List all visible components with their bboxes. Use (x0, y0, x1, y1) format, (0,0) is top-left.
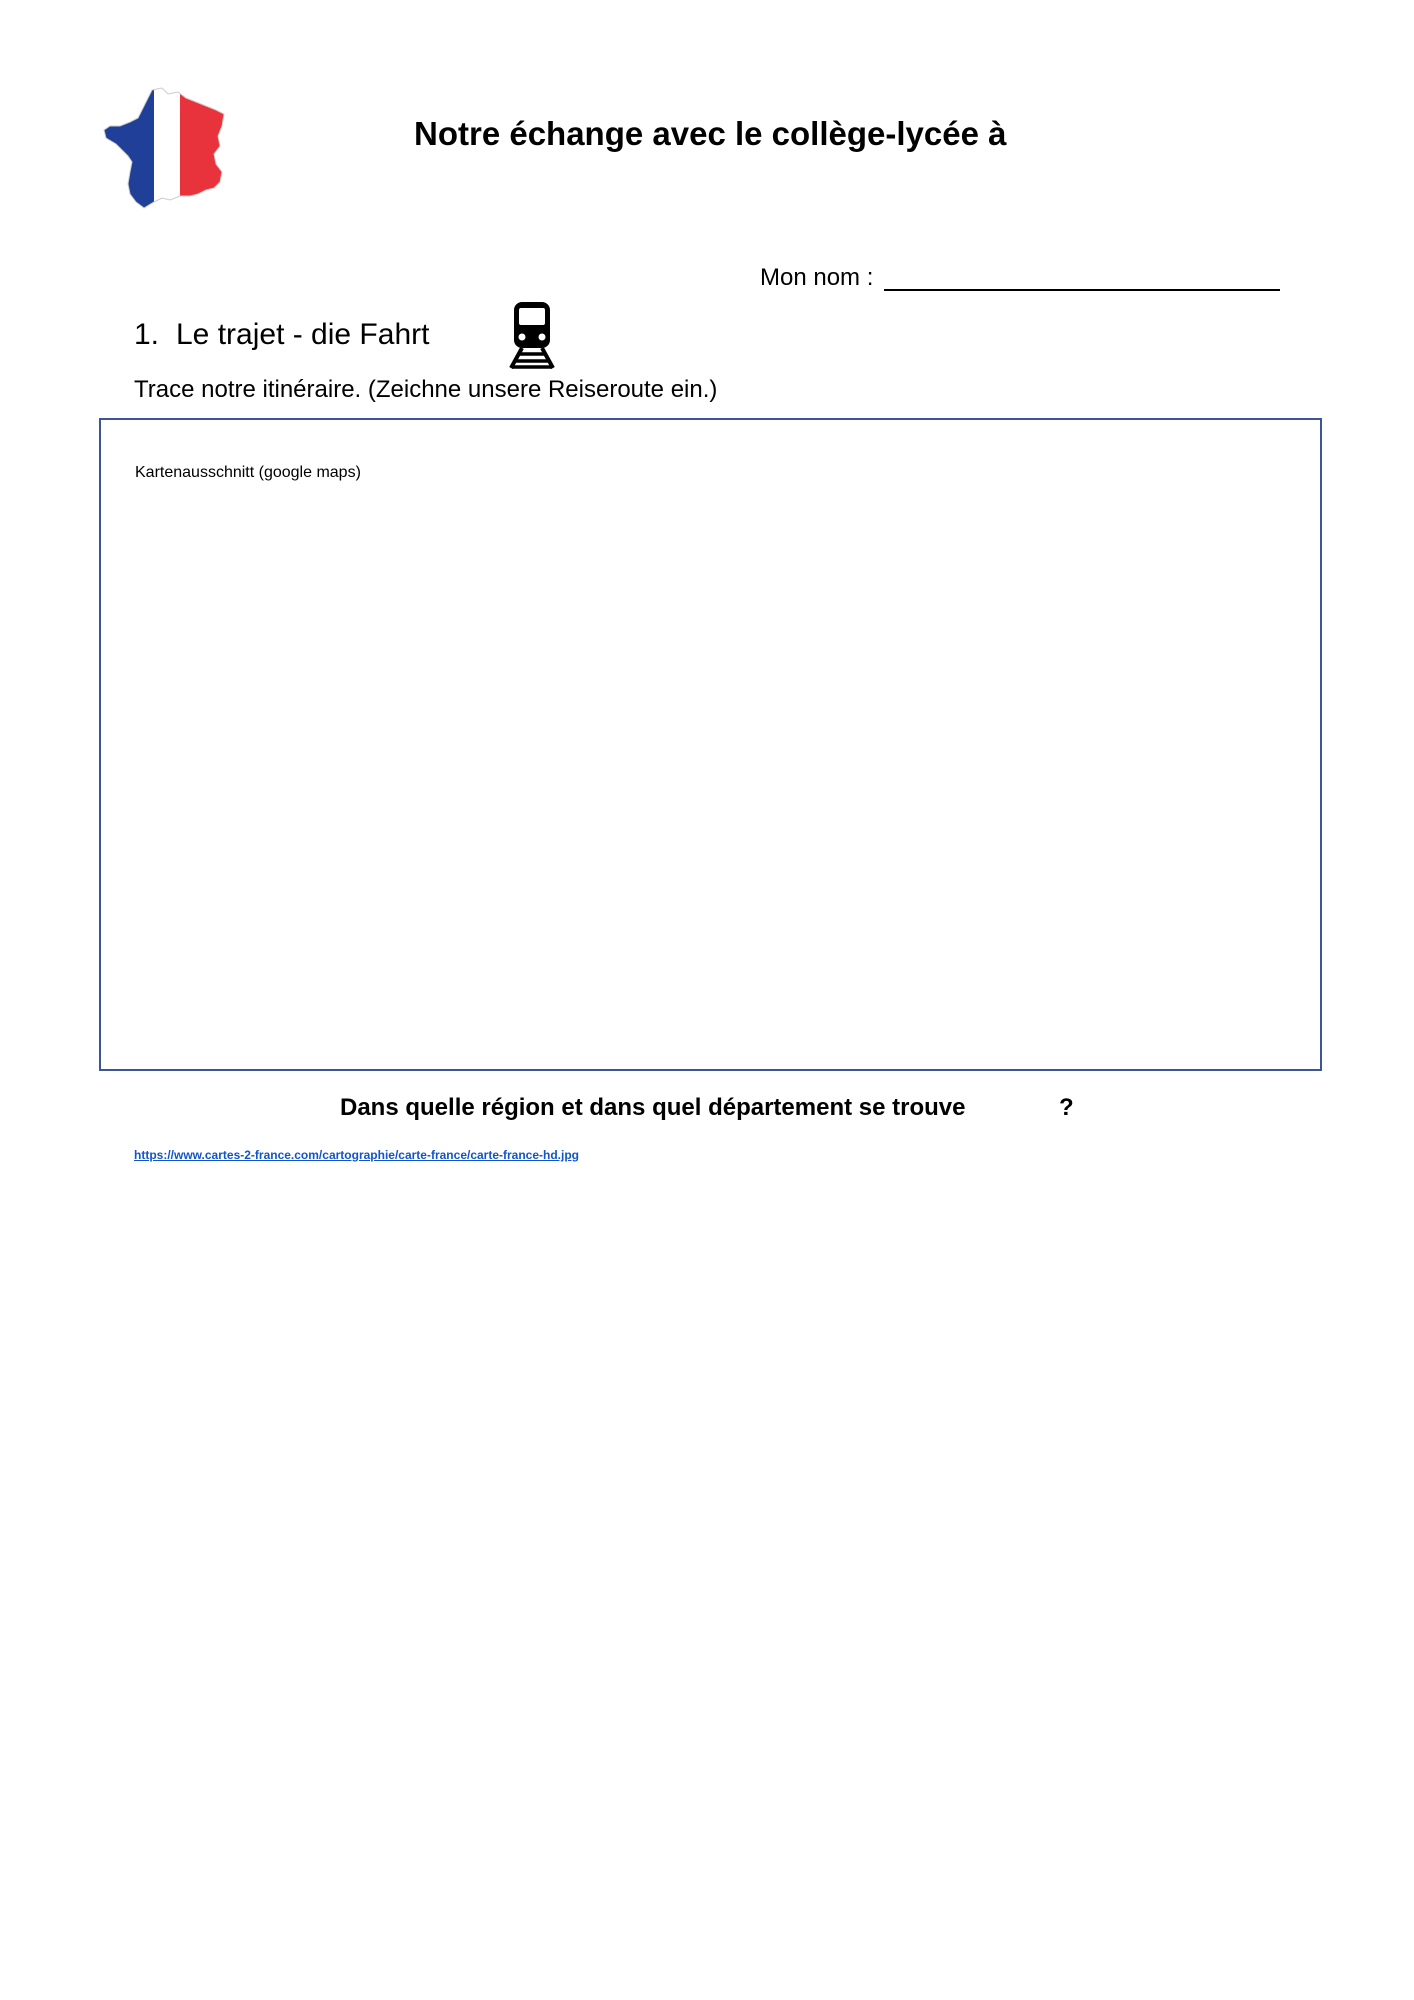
name-input-line[interactable] (884, 289, 1280, 291)
question-text: Dans quelle région et dans quel département se trouve (340, 1094, 966, 1121)
train-icon (508, 300, 556, 370)
france-map-flag-icon (100, 84, 232, 214)
question-mark: ? (1059, 1094, 1074, 1121)
instruction-text: Trace notre itinéraire. (Zeichne unsere Reiseroute ein.) (134, 376, 718, 403)
source-link[interactable]: https://www.cartes-2-france.com/cartographie/carte-france/carte-france-hd.jpg (134, 1148, 580, 1162)
section-title: Le trajet - die Fahrt (176, 318, 430, 351)
page-title: Notre échange avec le collège-lycée à (414, 115, 1007, 152)
map-caption: Kartenausschnitt (google maps) (135, 464, 361, 481)
section-number: 1. (134, 318, 160, 351)
name-label: Mon nom : (760, 264, 874, 291)
section-heading (134, 318, 429, 352)
map-drawing-area[interactable] (99, 418, 1322, 1071)
